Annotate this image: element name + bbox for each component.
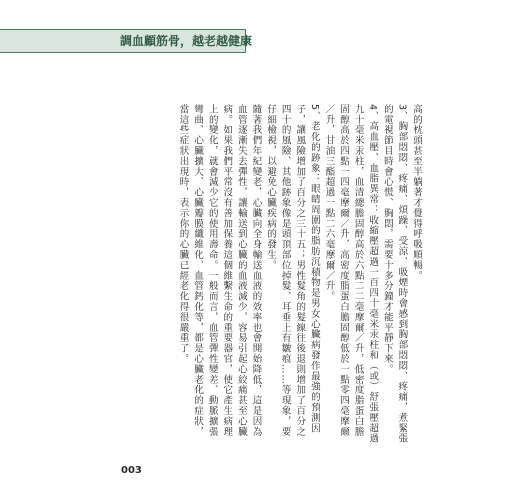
paragraph-1: 高的枕頭甚至半躺著才覺得呼吸順暢。 xyxy=(411,104,422,281)
chapter-title: 調血顧筋骨，越老越健康 xyxy=(120,34,253,48)
vertical-body-text xyxy=(112,104,423,444)
page-number: 003 xyxy=(121,465,142,476)
paragraph-3: 4、高血壓、血脂異常：收縮壓超過一百四十毫米汞柱和（或）舒張壓超過九十毫米汞柱，血清總膽固醇高於六點二二毫摩爾／升，低密度脂蛋白膽固醇高於四點一四毫摩爾／升，高密度脂蛋白膽固醇低於一點零四毫摩爾／升，甘油三酯超過一點二六毫摩爾／升。 xyxy=(323,104,379,444)
paragraph-5: 隨著我們年紀變老，心臟向全身輸送血液的效率也會開始降低，這是因為血管逐漸失去彈性，讓輸送到心臟的血液減少，容易引起心絞痛甚至心臟病。如果我們平常沒有善加保養這個維繫生命的重要器官，使它產生病理上的變化，就會減少它的使用壽命。一般而言，血管彈性變差、動脈擴張彎曲、心臟擴大、心臟瓣膜纖維化、血管鈣化等，都是心臟老化的症狀，當這些症狀出現時，表示你的心臟已經老化得很嚴重了。 xyxy=(177,104,262,437)
paragraph-2: 3、胸部悶悶、疼痛、煩躁、受涼、吸煙時會感到胸部悶悶、疼痛，煮緊張的電視節目時會心慌、胸悶，需要十多分鐘才能平靜下來。 xyxy=(381,104,408,444)
paragraph-4: 5、老化的跡象：眼睛周圍的脂肪沉積物是男女心臟病發作最強的預測因子，讓風險增加了百分之三十五；男性髮角的髮線往後退則增加了百分之四十的風險，其他跡象像是頭頂部位掉髮、耳垂上有皺痕……等現象，要仔細檢視，以避免心臟疾病的發生。 xyxy=(265,104,320,437)
